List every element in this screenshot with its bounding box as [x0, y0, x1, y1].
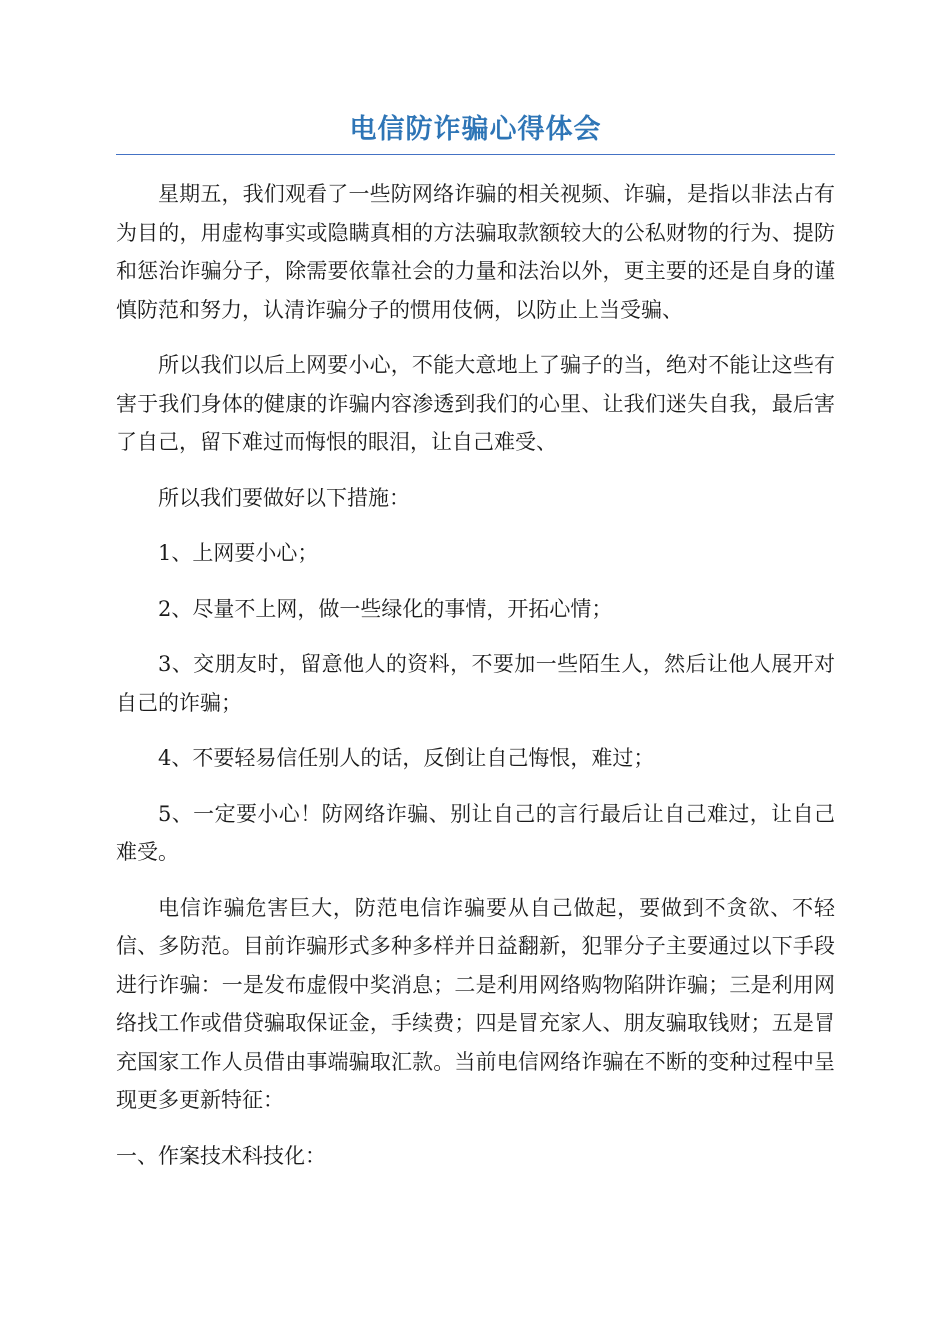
- document-title: 电信防诈骗心得体会: [349, 114, 602, 145]
- list-item-4: 4、不要轻易信任别人的话，反倒让自己悔恨，难过；: [158, 746, 655, 770]
- paragraph-intro: 星期五，我们观看了一些防网络诈骗的相关视频、诈骗，是指以非法占有为目的，用虚构事实或隐瞒真相的方法骗取款额较大的公私财物的行为、提防和惩治诈骗分子，除需要依靠社会的力量和法治以外，更主要的还是自身的谨慎防范和努力，认清诈骗分子的惯用伎俩，以防止上当受骗、: [116, 182, 835, 322]
- list-item-1: 1、上网要小心；: [158, 541, 319, 565]
- title-underline: [116, 154, 835, 155]
- paragraph-telecom-fraud: 电信诈骗危害巨大，防范电信诈骗要从自己做起，要做到不贪欲、不轻信、多防范。目前诈骗形式多种多样并日益翻新，犯罪分子主要通过以下手段进行诈骗：一是发布虚假中奖消息；二是利用网络购物陷阱诈骗；三是利用网络找工作或借贷骗取保证金，手续费；四是冒充家人、朋友骗取钱财；五是冒充国家工作人员借由事端骗取汇款。当前电信网络诈骗在不断的变种过程中呈现更多更新特征：: [116, 895, 835, 1112]
- document-page: [116, 110, 835, 1192]
- paragraph-measures-heading: 所以我们要做好以下措施：: [158, 485, 410, 510]
- list-item-5: 5、一定要小心！防网络诈骗、别让自己的言行最后让自己难过，让自己难受。: [116, 801, 835, 864]
- list-item-3: 3、交朋友时，留意他人的资料，不要加一些陌生人，然后让他人展开对自己的诈骗；: [116, 652, 835, 715]
- paragraph-caution: 所以我们以后上网要小心，不能大意地上了骗子的当，绝对不能让这些有害于我们身体的健康的诈骗内容渗透到我们的心里、让我们迷失自我，最后害了自己，留下难过而悔恨的眼泪，让自己难受、: [116, 353, 835, 454]
- list-item-2: 2、尽量不上网，做一些绿化的事情，开拓心情；: [158, 596, 613, 621]
- section-heading-1: 一、作案技术科技化：: [116, 1143, 326, 1168]
